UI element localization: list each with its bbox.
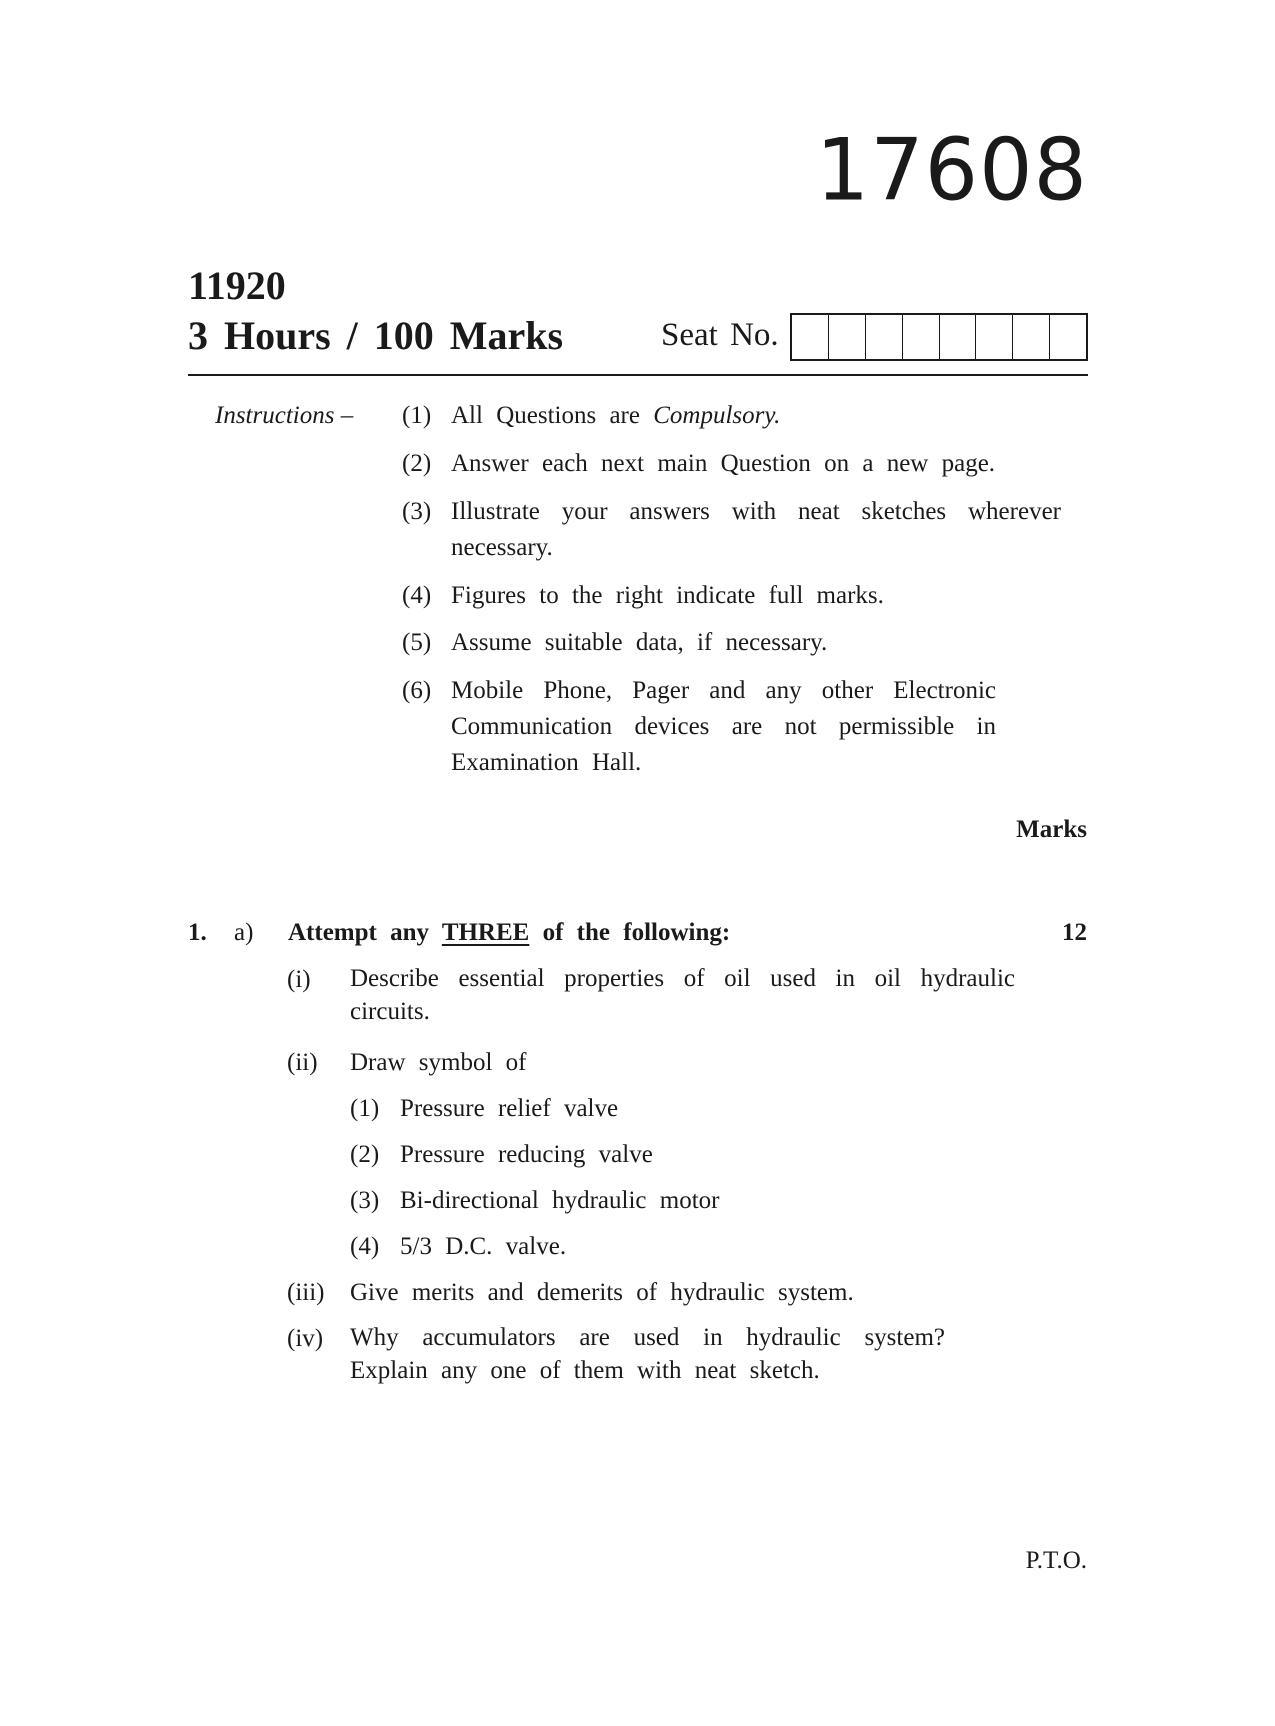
- option-text: Pressure reducing valve: [400, 1141, 653, 1168]
- seat-box[interactable]: [829, 315, 866, 359]
- question-marks: 12: [1062, 919, 1087, 946]
- paper-code: 17608: [815, 120, 1088, 220]
- question-part: a): [234, 919, 254, 946]
- seat-box[interactable]: [1050, 315, 1086, 359]
- question-title-emphasis: THREE: [441, 919, 530, 946]
- subquestion-number: (ii): [287, 1049, 318, 1076]
- instruction-text-plain: All Questions are: [451, 402, 654, 429]
- option-text: Bi-directional hydraulic motor: [400, 1187, 720, 1214]
- seat-box[interactable]: [866, 315, 903, 359]
- subquestion-text: Draw symbol of: [350, 1049, 527, 1076]
- instruction-text: Illustrate your answers with neat sketches wherever necessary.: [451, 498, 1061, 561]
- instruction-number: (5): [402, 629, 432, 656]
- seat-number-boxes[interactable]: [790, 313, 1088, 361]
- instruction-number: (2): [402, 450, 432, 477]
- subquestion-number: (iv): [287, 1325, 324, 1352]
- instruction-number: (4): [402, 582, 432, 609]
- option-text: Pressure relief valve: [400, 1095, 619, 1122]
- seat-box[interactable]: [903, 315, 940, 359]
- seat-box[interactable]: [1013, 315, 1050, 359]
- page-turn-note: P.T.O.: [1025, 1547, 1087, 1574]
- instruction-text: Answer each next main Question on a new page.: [451, 450, 996, 477]
- header-divider: [188, 374, 1088, 376]
- instruction-text: [451, 403, 780, 428]
- question-title-post: of the following:: [529, 919, 731, 946]
- question-number: 1.: [188, 919, 207, 946]
- seat-box[interactable]: [792, 315, 829, 359]
- marks-column-heading: Marks: [1016, 816, 1087, 843]
- subquestion-number: (iii): [287, 1279, 325, 1306]
- option-number: (1): [350, 1095, 380, 1122]
- instruction-number: (3): [402, 498, 432, 525]
- seat-number-label: Seat No.: [661, 317, 779, 353]
- subquestion-text: Give merits and demerits of hydraulic system.: [350, 1279, 854, 1306]
- option-number: (4): [350, 1233, 380, 1260]
- instruction-text: Mobile Phone, Pager and any other Electronic Communication devices are not permissible in Examination Hall.: [451, 677, 996, 776]
- instruction-text-italic: Compulsory.: [653, 402, 781, 429]
- instruction-number: (6): [402, 677, 432, 704]
- instruction-number: (1): [402, 402, 432, 429]
- option-text: 5/3 D.C. valve.: [400, 1233, 567, 1260]
- subject-code: 11920: [188, 263, 286, 308]
- question-title: [288, 920, 730, 945]
- seat-box[interactable]: [940, 315, 977, 359]
- instructions-label: Instructions –: [215, 402, 354, 429]
- subquestion-text: Why accumulators are used in hydraulic system? Explain any one of them with neat sketch.: [350, 1324, 945, 1384]
- option-number: (2): [350, 1141, 380, 1168]
- duration-marks: 3 Hours / 100 Marks: [188, 313, 564, 358]
- question-title-pre: Attempt any: [288, 919, 442, 946]
- instruction-text: Assume suitable data, if necessary.: [451, 629, 828, 656]
- instruction-text: Figures to the right indicate full marks.: [451, 582, 884, 609]
- subquestion-number: (i): [287, 966, 311, 993]
- subquestion-text: Describe essential properties of oil used in oil hydraulic circuits.: [350, 965, 1015, 1025]
- seat-box[interactable]: [976, 315, 1013, 359]
- option-number: (3): [350, 1187, 380, 1214]
